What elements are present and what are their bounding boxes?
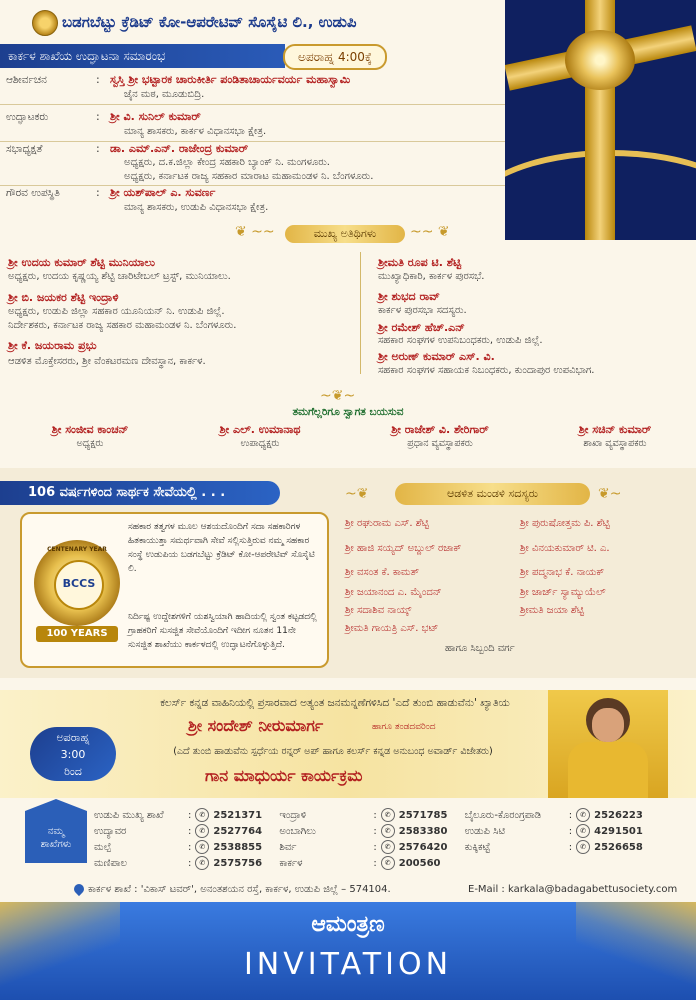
guest-name: ಶ್ರೀ ಉದಯ ಕುಮಾರ್ ಶೆಟ್ಟಿ ಮುನಿಯಾಲು bbox=[8, 256, 156, 269]
branch-phone: ✆ 2583380 bbox=[379, 823, 463, 839]
artist-award: (ಎದೆ ತುಂಬಿ ಹಾಡುವೆನು ಸ್ಪರ್ಧೆಯ ರನ್ನರ್ ಅಪ್ ಹಾಗೂ ಕಲರ್ಸ್ ಕನ್ನಡ ಅನುಬಂಧ ಅವಾರ್ಡ್ ವಿಜೇತರು) bbox=[173, 746, 493, 757]
welcome-name: ಶ್ರೀ ಸಂಜೀವ ಕಾಂಚನ್ bbox=[51, 423, 129, 436]
guest-desc: ಅಧ್ಯಕ್ಷರು, ಉಡುಪಿ ಜಿಲ್ಲಾ ಸಹಕಾರ ಯೂನಿಯನ್ ನಿ. ಉಡುಪಿ ಜಿಲ್ಲೆ. bbox=[8, 306, 225, 317]
invitation-kn: ಆಮಂತ್ರಣ bbox=[311, 912, 385, 937]
board-member: ಶ್ರೀ ವಸಂತ ಕೆ. ಕಾಮತ್ bbox=[345, 567, 419, 578]
role-name: ಶ್ರೀ ಯಶ್‌ಪಾಲ್ ಎ. ಸುವರ್ಣ bbox=[110, 186, 216, 199]
history-para: ಸಹಕಾರ ತತ್ವಗಳ ಮೂಲ ಆಶಯದೊಂದಿಗೆ ಸದಾ ಸಹಕಾರಿಗಳ ಹಿತಕಾಯುತ್ತಾ ಸಮರ್ಥವಾಗಿ ಸೇವೆ ಸಲ್ಲಿಸುತ್ತಿರುವ ನಮ್ಮ ಸಹಕಾರ ಸಂಸ್ಥೆ ಉಡುಪಿಯ ಬಡಗಬೆಟ್ಟು ಕ್ರೆಡಿಟ್ ಕೋ-ಆಪರೇಟಿವ್ ಸೊಸೈಟಿ ಲಿ. bbox=[128, 522, 315, 574]
welcome-role: ಪ್ರಧಾನ ವ್ಯವಸ್ಥಾಪಕರು bbox=[407, 438, 473, 449]
branches-label: ನಮ್ಮ ಶಾಖೆಗಳು bbox=[25, 811, 87, 863]
society-logo bbox=[32, 10, 58, 36]
phone-icon: ✆ bbox=[381, 840, 395, 854]
guest-name: ಶ್ರೀ ಅರುಣ್ ಕುಮಾರ್ ಎಸ್. ವಿ. bbox=[378, 350, 495, 363]
role-desc: ಅಧ್ಯಕ್ಷರು, ದ.ಕ.ಜಿಲ್ಲಾ ಕೇಂದ್ರ ಸಹಕಾರಿ ಬ್ಯಾಂಕ್ ನಿ. ಮಂಗಳೂರು. bbox=[124, 157, 330, 168]
guest-name: ಶ್ರೀಮತಿ ರೂಪ ಟಿ. ಶೆಟ್ಟಿ bbox=[378, 256, 462, 269]
welcome-name: ಶ್ರೀ ರಾಜೇಶ್ ವಿ. ಶೇರಿಗಾರ್ bbox=[391, 423, 489, 436]
phone-icon: ✆ bbox=[195, 856, 209, 870]
address: ಕಾರ್ಕಳ ಶಾಖೆ : 'ವಿಕಾಸ್ ಟವರ್', ಅನಂತಶಯನ ರಸ್ತೆ, ಕಾರ್ಕಳ, ಉಡುಪಿ ಜಿಲ್ಲೆ – 574104. bbox=[88, 884, 391, 895]
guest-name: ಶ್ರೀ ಶುಭದ ರಾವ್ bbox=[378, 290, 440, 303]
branch-phone: ✆ 2526223 bbox=[574, 807, 658, 823]
branch-phone: ✆ 200560 bbox=[379, 855, 463, 871]
guest-desc: ಸಹಕಾರ ಸಂಘಗಳ ಸಹಾಯಕ ನಿಬಂಧಕರು, ಕುಂದಾಪುರ ಉಪವಿಭಾಗ. bbox=[378, 365, 595, 376]
branch-phone: ✆ 2575756 bbox=[193, 855, 277, 871]
phone-icon: ✆ bbox=[576, 840, 590, 854]
role-name: ಡಾ. ಎಮ್.ಎನ್. ರಾಜೇಂದ್ರ ಕುಮಾರ್ bbox=[110, 142, 249, 155]
phone-icon: ✆ bbox=[381, 808, 395, 822]
role-label: ಆಶೀರ್ವಚನ bbox=[6, 74, 47, 86]
branch-phone: ✆ 2526658 bbox=[574, 839, 658, 855]
board-member: ಶ್ರೀ ಹಾಜಿ ಸಯ್ಯದ್ ಅಬ್ದುಲ್ ರಜಾಕ್ bbox=[345, 543, 462, 554]
ornament-right: ❦~ bbox=[598, 486, 622, 502]
branch-name: ಇಂದ್ರಾಳಿ bbox=[279, 809, 307, 821]
branch-name: ಬೈಲೂರು-ಕೊರಂಗ್ರಪಾಡಿ bbox=[464, 809, 542, 821]
event-banner: ಕಾರ್ಕಳ ಶಾಖೆಯ ಉದ್ಘಾಟನಾ ಸಮಾರಂಭ bbox=[0, 44, 285, 68]
invitation-en: INVITATION bbox=[243, 947, 453, 982]
ornament-left: ~❦ bbox=[345, 486, 369, 502]
contact-row: ಮಣಿಪಾಲ : ✆ 2575756 ಕಾರ್ಕಳ : ✆ 200560 bbox=[92, 855, 658, 871]
guest-desc: ನಿರ್ದೇಶಕರು, ಕರ್ನಾಟಕ ರಾಜ್ಯ ಸಹಕಾರ ಮಹಾಮಂಡಳ ನಿ. ಬೆಂಗಳೂರು. bbox=[8, 320, 237, 331]
event-time: ಅಪರಾಹ್ನ 4:00ಕ್ಕೆ bbox=[283, 44, 387, 70]
branch-phone: ✆ 2527764 bbox=[193, 823, 277, 839]
board-member: ಶ್ರೀ ಜಾರ್ಜ್ ಸ್ಯಾಮ್ಯುಯೆಲ್ bbox=[520, 587, 606, 598]
branch-name: ಮಣಿಪಾಲ bbox=[94, 857, 128, 869]
ornament-left: ❦ ~~ bbox=[235, 224, 275, 240]
branch-name: ಅಂಬಾಗಿಲು bbox=[279, 825, 316, 837]
guest-name: ಶ್ರೀ ಕೆ. ಜಯರಾಮ ಪ್ರಭು bbox=[8, 339, 97, 352]
guest-name: ಶ್ರೀ ಬಿ. ಜಯಕರ ಶೆಟ್ಟಿ ಇಂದ್ರಾಳಿ bbox=[8, 291, 119, 304]
contact-row: ಉದ್ಯಾವರ : ✆ 2527764 ಅಂಬಾಗಿಲು : ✆ 2583380 ಉಡುಪಿ ಸಿಟಿ : ✆ 4291501 bbox=[92, 823, 658, 839]
guest-desc: ಆಡಳಿತ ಮೊಕ್ತೇಸರರು, ಶ್ರೀ ವೆಂಕಟರಮಣ ದೇವಸ್ಥಾನ, ಕಾರ್ಕಳ. bbox=[8, 356, 206, 367]
branch-name: ಉದ್ಯಾವರ bbox=[94, 825, 127, 837]
board-member: ಶ್ರೀಮತಿ ಜಯಾ ಶೆಟ್ಟಿ bbox=[520, 605, 585, 616]
history-para: ನಿರ್ದಿಷ್ಟ ಉದ್ದೇಶಗಳಿಗೆ ಯಶಸ್ವಿಯಾಗಿ ಹಾದಿಯಲ್ಲಿ ಸ್ವಂತ ಕಟ್ಟಡದಲ್ಲಿ ಗ್ರಾಹಕರಿಗೆ ಸುಸಜ್ಜಿತ ಸೇವೆಯೊಂದಿಗೆ ಇದೀಗ ನೂತನ 11ನೇ ಸುಸಜ್ಜಿತ ಶಾಖೆಯು ಕಾರ್ಕಳದಲ್ಲಿ ಉದ್ಘಾಟನೆಗೊಳ್ಳುತ್ತಿದೆ. bbox=[128, 612, 317, 650]
guest-desc: ಮುಖ್ಯಾಧಿಕಾರಿ, ಕಾರ್ಕಳ ಪುರಸಭೆ. bbox=[378, 271, 485, 282]
branch-name: ಕಾರ್ಕಳ bbox=[279, 857, 303, 869]
branch-phone: ✆ 2538855 bbox=[193, 839, 277, 855]
board-member: ಶ್ರೀ ರಘುರಾಮ ಎಸ್. ಶೆಟ್ಟಿ bbox=[345, 518, 429, 529]
phone-icon: ✆ bbox=[576, 824, 590, 838]
welcome-role: ಉಪಾಧ್ಯಕ್ಷರು bbox=[240, 438, 280, 449]
role-name: ಶ್ರೀ ವಿ. ಸುನಿಲ್ ಕುಮಾರ್ bbox=[110, 110, 201, 123]
branch-name: ಕುಕ್ಕಿಕಟ್ಟೆ bbox=[464, 841, 491, 853]
board-title: ಆಡಳಿತ ಮಂಡಳಿ ಸದಸ್ಯರು bbox=[395, 483, 590, 505]
role-desc: ಮಾನ್ಯ ಶಾಸಕರು, ಕಾರ್ಕಳ ವಿಧಾನಸಭಾ ಕ್ಷೇತ್ರ. bbox=[124, 126, 267, 137]
role-desc: ಜೈನ ಮಠ, ಮೂಡುಬಿದ್ರಿ. bbox=[124, 89, 205, 100]
welcome-role: ಅಧ್ಯಕ್ಷರು bbox=[76, 438, 104, 449]
branch-phone bbox=[574, 855, 658, 871]
guests-title: ಮುಖ್ಯ ಅತಿಥಿಗಳು bbox=[285, 225, 405, 243]
role-desc: ಅಧ್ಯಕ್ಷರು, ಕರ್ನಾಟಕ ರಾಜ್ಯ ಸಹಕಾರ ಮಾರಾಟ ಮಹಾಮಂಡಳ ನಿ. ಬೆಂಗಳೂರು. bbox=[124, 171, 374, 182]
branch-name: ಶಿರ್ವ bbox=[279, 841, 297, 853]
artist-tail: ಹಾಗೂ ತಂಡದವರಿಂದ bbox=[372, 722, 436, 732]
role-label: ಸಭಾಧ್ಯಕ್ಷತೆ bbox=[6, 143, 43, 155]
board-member: ಶ್ರೀ ಪುರುಷೋತ್ತಮ ಪಿ. ಶೆಟ್ಟಿ bbox=[520, 518, 610, 529]
contacts-table bbox=[92, 807, 658, 871]
welcome-name: ಶ್ರೀ ಎಲ್. ಉಮಾನಾಥ bbox=[219, 423, 301, 436]
guest-desc: ಸಹಕಾರ ಸಂಘಗಳ ಉಪನಿಬಂಧಕರು, ಉಡುಪಿ ಜಿಲ್ಲೆ. bbox=[378, 335, 543, 346]
board-member: ಶ್ರೀಮತಿ ಗಾಯತ್ರಿ ಎಸ್. ಭಟ್ bbox=[345, 623, 439, 634]
gold-ribbon-left bbox=[0, 902, 120, 1000]
staff-note: ಹಾಗೂ ಸಿಬ್ಬಂದಿ ವರ್ಗ bbox=[445, 643, 515, 654]
ornament-center: ~❦~ bbox=[320, 388, 356, 404]
guest-desc: ಕಾರ್ಕಳ ಪುರಸಭಾ ಸದಸ್ಯರು. bbox=[378, 305, 467, 316]
branch-name bbox=[463, 855, 567, 871]
contact-row: ಮಲ್ಪೆ : ✆ 2538855 ಶಿರ್ವ : ✆ 2576420 ಕುಕ್ಕಿಕಟ್ಟೆ : ✆ 2526658 bbox=[92, 839, 658, 855]
program-time-badge: ಅಪರಾಹ್ನ 3:00 ರಿಂದ bbox=[30, 727, 116, 781]
role-name: ಸ್ವಸ್ತಿ ಶ್ರೀ ಭಟ್ಟಾರಕ ಚಾರುಕೀರ್ತಿ ಪಂಡಿತಾಚಾರ್ಯವರ್ಯ ಮಹಾಸ್ವಾಮಿ bbox=[110, 73, 351, 86]
singer-photo bbox=[548, 690, 668, 798]
phone-icon: ✆ bbox=[195, 840, 209, 854]
board-member: ಶ್ರೀ ಸದಾಶಿವ ನಾಯ್ಕ್ bbox=[345, 605, 412, 616]
contact-row: ಉಡುಪಿ ಮುಖ್ಯ ಶಾಖೆ : ✆ 2521371 ಇಂದ್ರಾಳಿ : ✆ 2571785 ಬೈಲೂರು-ಕೊರಂಗ್ರಪಾಡಿ : ✆ 2526223 bbox=[92, 807, 658, 823]
role-desc: ಮಾನ್ಯ ಶಾಸಕರು, ಉಡುಪಿ ವಿಧಾನಸಭಾ ಕ್ಷೇತ್ರ. bbox=[124, 202, 269, 213]
role-label: ಉದ್ಘಾಟಕರು bbox=[6, 111, 49, 123]
gold-ribbon-right bbox=[576, 902, 696, 1000]
branch-name: ಉಡುಪಿ ಸಿಟಿ bbox=[464, 825, 505, 837]
guest-desc: ಅಧ್ಯಕ್ಷರು, ಉದಯ ಕೃಷ್ಣಯ್ಯ ಶೆಟ್ಟಿ ಚಾರಿಟೇಬಲ್ ಟ್ರಸ್ಟ್, ಮುನಿಯಾಲು. bbox=[8, 271, 231, 282]
branch-name: ಉಡುಪಿ ಮುಖ್ಯ ಶಾಖೆ bbox=[94, 809, 164, 821]
divider bbox=[360, 252, 361, 374]
phone-icon: ✆ bbox=[381, 856, 395, 870]
phone-icon: ✆ bbox=[195, 808, 209, 822]
board-member: ಶ್ರೀ ಪದ್ಮನಾಭ ಕೆ. ನಾಯಕ್ bbox=[520, 567, 605, 578]
welcome-role: ಶಾಖಾ ವ್ಯವಸ್ಥಾಪಕರು bbox=[583, 438, 647, 449]
org-name: ಬಡಗಬೆಟ್ಟು ಕ್ರೆಡಿಟ್ ಕೋ-ಆಪರೇಟಿವ್ ಸೊಸೈಟಿ ಲಿ., ಉಡುಪಿ bbox=[62, 13, 357, 31]
phone-icon: ✆ bbox=[576, 808, 590, 822]
history-title: 106 ವರ್ಷಗಳಿಂದ ಸಾರ್ಥಕ ಸೇವೆಯಲ್ಲಿ . . . bbox=[0, 481, 280, 505]
phone-icon: ✆ bbox=[381, 824, 395, 838]
branch-phone: ✆ 4291501 bbox=[574, 823, 658, 839]
role-label: ಗೌರವ ಉಪಸ್ಥಿತಿ bbox=[6, 187, 60, 199]
ornament-right: ~~ ❦ bbox=[410, 224, 450, 240]
branch-name: ಮಲ್ಪೆ bbox=[94, 841, 112, 853]
centenary-medal-icon: CENTENARY YEAR BCCS bbox=[34, 540, 120, 626]
branch-phone: ✆ 2521371 bbox=[193, 807, 277, 823]
phone-icon: ✆ bbox=[195, 824, 209, 838]
welcome-title: ತಮಗೆಲ್ಲರಿಗೂ ಸ್ವಾಗತ ಬಯಸುವ bbox=[292, 406, 404, 418]
program-intro: ಕಲರ್ಸ್ ಕನ್ನಡ ವಾಹಿನಿಯಲ್ಲಿ ಪ್ರಸಾರವಾದ ಅತ್ಯಂತ ಜನಮನ್ನಣೆಗಳಿಸಿದ 'ಎದೆ ತುಂಬಿ ಹಾಡುವೆನು' ಖ್ಯಾತಿಯ bbox=[160, 697, 510, 709]
board-member: ಶ್ರೀ ಜಯಾನಂದ ಎ. ಮೈಂದನ್ bbox=[345, 587, 442, 598]
welcome-name: ಶ್ರೀ ಸಚಿನ್ ಕುಮಾರ್ bbox=[578, 423, 652, 436]
branch-phone: ✆ 2576420 bbox=[379, 839, 463, 855]
program-title: ಗಾನ ಮಾಧುರ್ಯ ಕಾರ್ಯಕ್ರಮ bbox=[205, 766, 363, 785]
email: E-Mail : karkala@badagabettusociety.com bbox=[468, 884, 678, 895]
location-pin-icon bbox=[72, 882, 86, 896]
board-member: ಶ್ರೀ ವಿನಯಕುಮಾರ್ ಟಿ. ಎ. bbox=[520, 543, 610, 554]
branch-phone: ✆ 2571785 bbox=[379, 807, 463, 823]
artist-name: ಶ್ರೀ ಸಂದೇಶ್ ನೀರುಮಾರ್ಗ bbox=[188, 716, 324, 735]
gift-ribbon-decoration bbox=[505, 0, 696, 240]
guest-name: ಶ್ರೀ ರಮೇಶ್ ಹೆಚ್.ಎನ್ bbox=[378, 321, 465, 334]
years-badge: 100 YEARS bbox=[36, 626, 118, 642]
